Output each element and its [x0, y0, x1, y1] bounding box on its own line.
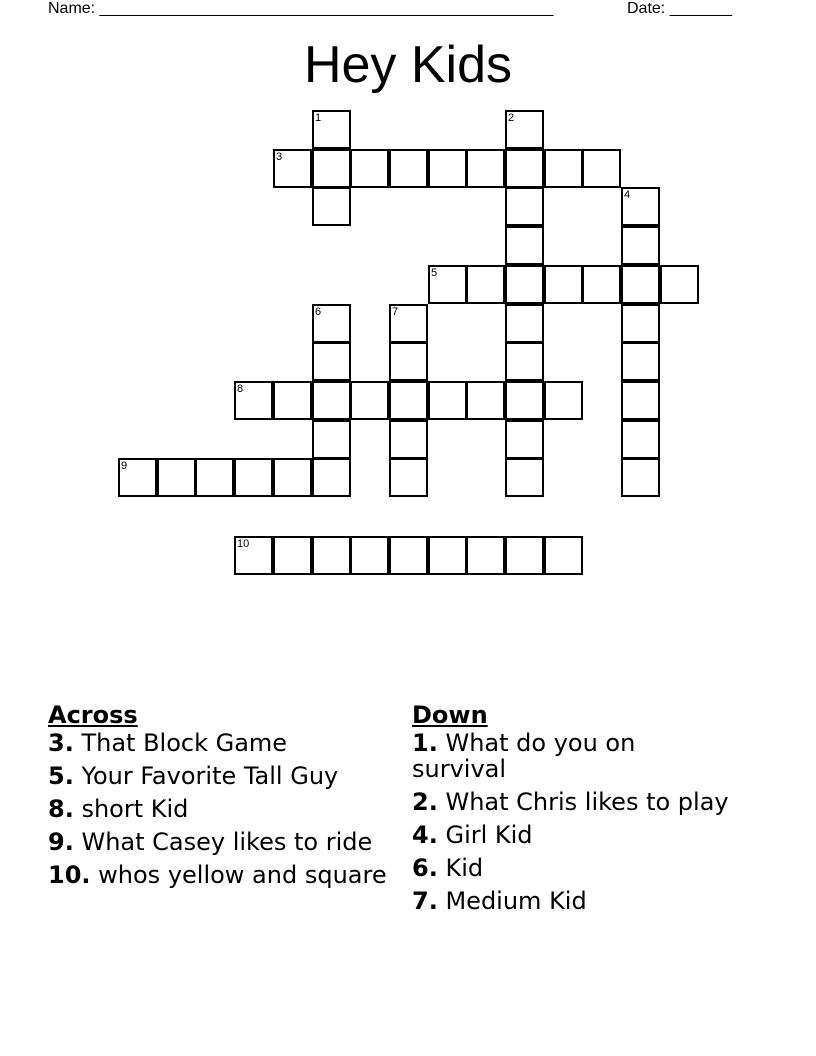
crossword-cell[interactable]: [389, 304, 428, 343]
across-clue: [48, 796, 388, 822]
crossword-cell[interactable]: [505, 458, 544, 497]
crossword-cell[interactable]: [505, 420, 544, 459]
clue-text: Girl Kid: [445, 821, 533, 849]
crossword-cell[interactable]: [505, 304, 544, 343]
crossword-cell[interactable]: [389, 342, 428, 381]
clue-number-label: 7: [392, 306, 399, 318]
crossword-cell[interactable]: [505, 381, 544, 420]
crossword-cell[interactable]: [350, 149, 389, 188]
crossword-cell[interactable]: [312, 458, 351, 497]
clue-number: 8.: [48, 795, 74, 823]
clue-text: What do you on survival: [412, 729, 636, 783]
crossword-cell[interactable]: [234, 381, 273, 420]
crossword-cell[interactable]: [273, 458, 312, 497]
clue-number-label: 9: [121, 460, 128, 472]
down-clue: [412, 888, 732, 914]
clue-number: 7.: [412, 887, 438, 915]
clue-text: Your Favorite Tall Guy: [81, 762, 339, 790]
crossword-cell[interactable]: [273, 381, 312, 420]
crossword-cell[interactable]: [621, 265, 660, 304]
clue-text: Kid: [445, 854, 484, 882]
crossword-cell[interactable]: [660, 265, 699, 304]
crossword-cell[interactable]: [312, 110, 351, 149]
crossword-cell[interactable]: [582, 149, 621, 188]
crossword-cell[interactable]: [505, 226, 544, 265]
crossword-cell[interactable]: [389, 420, 428, 459]
across-heading: Across: [48, 701, 138, 729]
crossword-cell[interactable]: [505, 342, 544, 381]
crossword-cell[interactable]: [621, 304, 660, 343]
clue-number: 10.: [48, 861, 91, 889]
down-clue: [412, 789, 732, 815]
crossword-cell[interactable]: [350, 381, 389, 420]
clue-text: What Chris likes to play: [445, 788, 729, 816]
clue-number: 5.: [48, 762, 74, 790]
clue-number-label: 2: [508, 112, 515, 124]
crossword-cell[interactable]: [466, 536, 505, 575]
crossword-cell[interactable]: [505, 110, 544, 149]
crossword-cell[interactable]: [466, 381, 505, 420]
clue-number: 3.: [48, 729, 74, 757]
date-label: Date: _______: [627, 0, 732, 17]
across-clue: [48, 829, 388, 855]
clue-number: 4.: [412, 821, 438, 849]
crossword-cell[interactable]: [544, 265, 583, 304]
crossword-cell[interactable]: [621, 226, 660, 265]
crossword-cell[interactable]: [621, 342, 660, 381]
across-clue: [48, 862, 388, 888]
clue-number-label: 1: [315, 112, 322, 124]
crossword-cell[interactable]: [428, 149, 467, 188]
crossword-cell[interactable]: [350, 536, 389, 575]
crossword-cell[interactable]: [389, 381, 428, 420]
crossword-cell[interactable]: [273, 536, 312, 575]
crossword-cell[interactable]: [621, 381, 660, 420]
crossword-cell[interactable]: [466, 265, 505, 304]
clue-number-label: 4: [624, 189, 631, 201]
crossword-cell[interactable]: [273, 149, 312, 188]
clue-text: Medium Kid: [445, 887, 587, 915]
clue-text: What Casey likes to ride: [81, 828, 373, 856]
down-clues: [412, 700, 732, 921]
crossword-cell[interactable]: [118, 458, 157, 497]
crossword-cell[interactable]: [312, 381, 351, 420]
crossword-cell[interactable]: [505, 149, 544, 188]
clue-number-label: 6: [315, 306, 322, 318]
clue-number-label: 5: [431, 267, 438, 279]
crossword-cell[interactable]: [312, 342, 351, 381]
across-clue: [48, 730, 388, 756]
name-label: Name: ___________________________________________________: [48, 0, 554, 17]
down-clue: [412, 855, 732, 881]
clue-number-label: 10: [237, 538, 250, 550]
crossword-cell[interactable]: [505, 187, 544, 226]
crossword-cell[interactable]: [544, 149, 583, 188]
crossword-cell[interactable]: [428, 381, 467, 420]
page-title: Hey Kids: [303, 36, 513, 94]
crossword-cell[interactable]: [621, 187, 660, 226]
crossword-cell[interactable]: [582, 265, 621, 304]
clue-number: 6.: [412, 854, 438, 882]
crossword-cell[interactable]: [389, 149, 428, 188]
clue-number: 1.: [412, 729, 438, 757]
crossword-cell[interactable]: [544, 536, 583, 575]
crossword-cell[interactable]: [312, 304, 351, 343]
down-heading: Down: [412, 701, 488, 729]
crossword-cell[interactable]: [389, 536, 428, 575]
crossword-cell[interactable]: [195, 458, 234, 497]
clue-text: That Block Game: [81, 729, 288, 757]
crossword-cell[interactable]: [428, 265, 467, 304]
clue-number: 9.: [48, 828, 74, 856]
crossword-cell[interactable]: [621, 458, 660, 497]
clue-text: whos yellow and square: [98, 861, 387, 889]
crossword-cell[interactable]: [312, 536, 351, 575]
crossword-cell[interactable]: [234, 458, 273, 497]
across-clues: [48, 700, 388, 895]
crossword-cell[interactable]: [312, 420, 351, 459]
crossword-cell[interactable]: [505, 265, 544, 304]
crossword-cell[interactable]: [466, 149, 505, 188]
crossword-cell[interactable]: [621, 420, 660, 459]
crossword-cell[interactable]: [544, 381, 583, 420]
crossword-cell[interactable]: [312, 149, 351, 188]
clue-number-label: 3: [276, 151, 283, 163]
crossword-cell[interactable]: [505, 536, 544, 575]
down-clue: [412, 822, 732, 848]
crossword-cell[interactable]: [312, 187, 351, 226]
down-clue: [412, 730, 732, 782]
across-clue: [48, 763, 388, 789]
clue-number-label: 8: [237, 383, 244, 395]
crossword-cell[interactable]: [234, 536, 273, 575]
clue-number: 2.: [412, 788, 438, 816]
crossword-cell[interactable]: [157, 458, 196, 497]
crossword-cell[interactable]: [428, 536, 467, 575]
crossword-cell[interactable]: [389, 458, 428, 497]
clue-text: short Kid: [81, 795, 189, 823]
